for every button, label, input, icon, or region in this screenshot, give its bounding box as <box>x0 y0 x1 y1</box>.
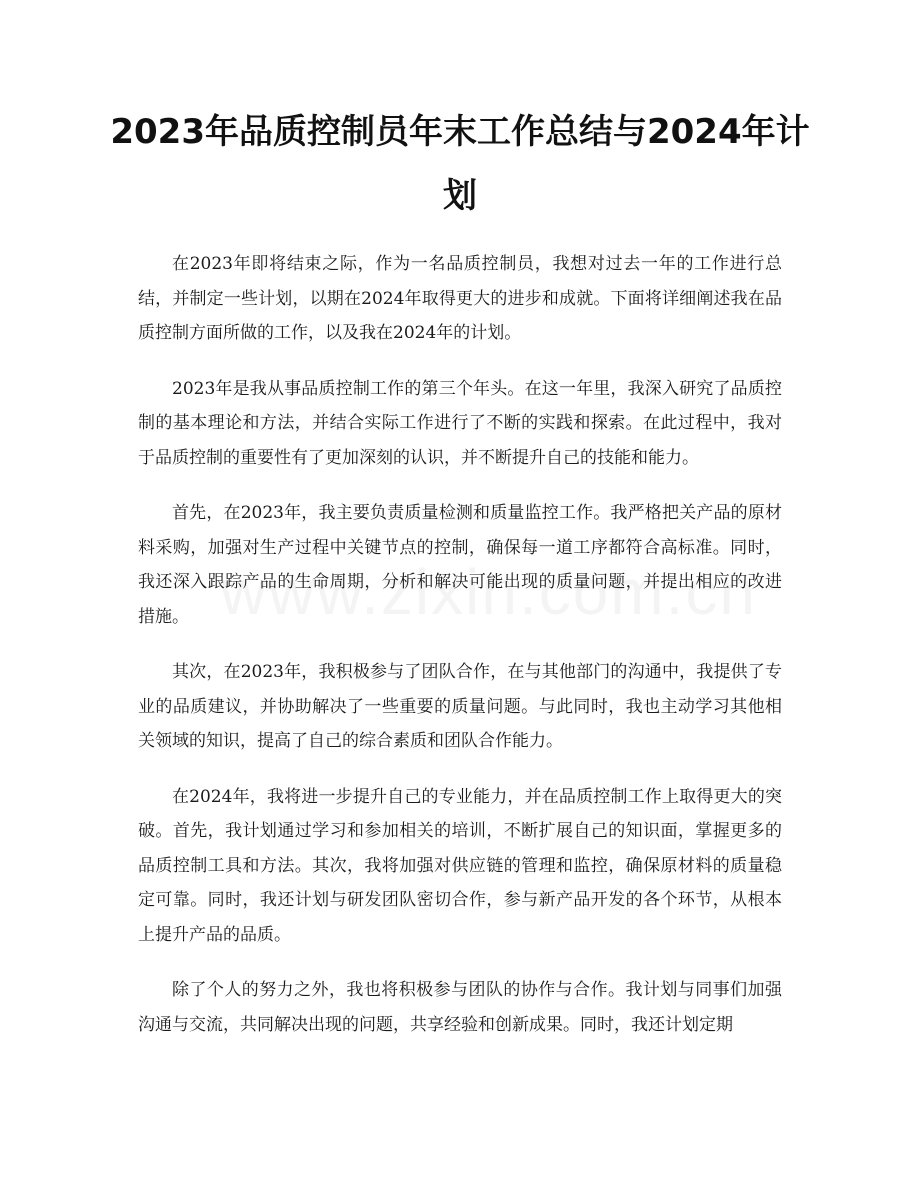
document-body <box>138 247 782 1063</box>
paragraph-intro: 在2023年即将结束之际，作为一名品质控制员，我想对过去一年的工作进行总结，并制定一些计划，以期在2024年取得更大的进步和成就。下面将详细阐述我在品质控制方面所做的工作，以及我在2024年的计划。 <box>138 254 782 343</box>
paragraph-year-overview: 2023年是我从事品质控制工作的第三个年头。在这一年里，我深入研究了品质控制的基本理论和方法，并结合实际工作进行了不断的实践和探索。在此过程中，我对于品质控制的重要性有了更加深刻的认识，并不断提升自己的技能和能力。 <box>138 378 782 468</box>
paragraph-teamwork: 其次，在2023年，我积极参与了团队合作，在与其他部门的沟通中，我提供了专业的品质建议，并协助解决了一些重要的质量问题。与此同时，我也主动学习其他相关领域的知识，提高了自己的综合素质和团队合作能力。 <box>138 662 782 751</box>
paragraph-2024-plan: 在2024年，我将进一步提升自己的专业能力，并在品质控制工作上取得更大的突破。首先，我计划通过学习和参加相关的培训，不断扩展自己的知识面，掌握更多的品质控制工具和方法。其次，我将加强对供应链的管理和监控，确保原材料的质量稳定可靠。同时，我还计划与研发团队密切合作，参与新产品开发的各个环节，从根本上提升产品的品质。 <box>138 786 782 945</box>
document-title: 2023年品质控制员年末工作总结与2024年计划 <box>110 112 810 216</box>
paragraph-collaboration: 除了个人的努力之外，我也将积极参与团队的协作与合作。我计划与同事们加强沟通与交流，共同解决出现的问题，共享经验和创新成果。同时，我还计划定期 <box>138 980 782 1035</box>
paragraph-quality-inspection: 首先，在2023年，我主要负责质量检测和质量监控工作。我严格把关产品的原材料采购，加强对生产过程中关键节点的控制，确保每一道工序都符合高标准。同时，我还深入跟踪产品的生命周期，分析和解决可能出现的质量问题，并提出相应的改进措施。 <box>138 503 782 627</box>
